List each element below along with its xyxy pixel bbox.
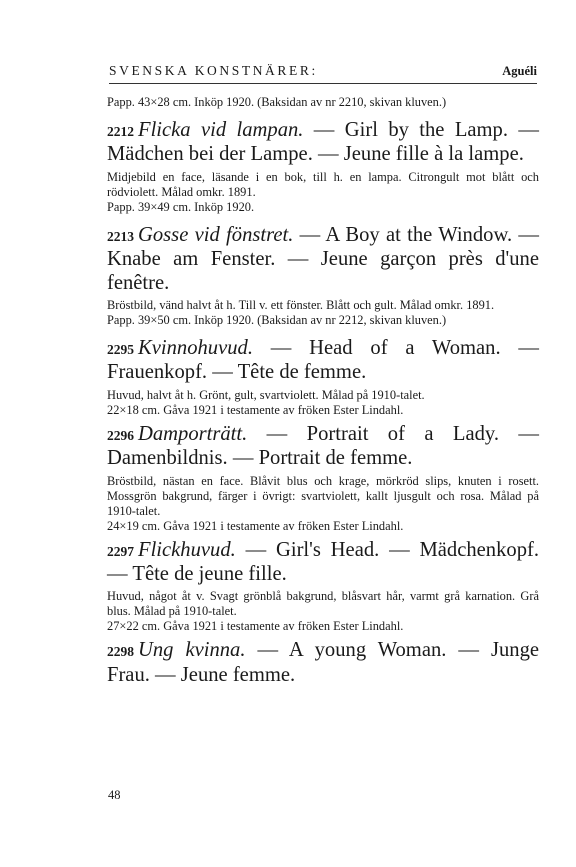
catalog-entry-2295	[107, 337, 539, 418]
entry-number: 2296	[107, 427, 134, 443]
entry-title-translations: — Head of a Woman. — Frauenkopf. — Tête de femme.	[107, 337, 539, 384]
catalog-entry-2297	[107, 539, 539, 635]
entry-title	[107, 639, 539, 687]
catalog-entry-2213	[107, 224, 539, 328]
entry-number: 2213	[107, 228, 134, 244]
header-artist-name: Aguéli	[502, 64, 537, 78]
entry-title-translations: — A Boy at the Window. — Knabe am Fenster. — Jeune garçon près d'une fenêtre.	[107, 223, 539, 294]
entry-details: 22×18 cm. Gåva 1921 i testamente av fröken Ester Lindahl.	[107, 402, 404, 417]
entry-details: 27×22 cm. Gåva 1921 i testamente av fröken Ester Lindahl.	[107, 619, 404, 634]
entry-number: 2295	[107, 342, 134, 358]
entry-description: Huvud, halvt åt h. Grönt, gult, svartviolett. Målad på 1910-talet.	[107, 387, 425, 402]
entry-details: Papp. 39×50 cm. Inköp 1920. (Baksidan av nr 2212, skivan kluven.)	[107, 313, 447, 328]
catalog-content	[107, 95, 539, 687]
entry-number: 2298	[107, 644, 134, 660]
entry-title-translations: — Girl by the Lamp. — Mädchen bei der Lampe. — Jeune fille à la lampe.	[107, 119, 539, 166]
entry-number: 2212	[107, 124, 134, 139]
entry-title-swedish: Kvinnohuvud.	[138, 337, 253, 360]
entry-title-swedish: Damporträtt.	[138, 422, 248, 445]
entry-title-translations: — A young Woman. — Junge Frau. — Jeune femme.	[107, 639, 540, 686]
entry-number: 2297	[107, 543, 134, 559]
entry-title-translations: — Portrait of a Lady. — Damenbildnis. — Portrait de femme.	[107, 422, 539, 470]
entry-title-swedish: Flickhuvud.	[138, 538, 236, 561]
header-section-title: SVENSKA KONSTNÄRER:	[109, 63, 318, 78]
page-number: 48	[108, 788, 121, 802]
entry-description: Bröstbild, vänd halvt åt h. Till v. ett fönster. Blått och gult. Målad omkr. 1891.	[107, 298, 495, 313]
entry-description: Midjebild en face, läsande i en bok, till h. en lampa. Citrongult mot blått och rödviolett. Målad omkr. 1891.	[107, 169, 539, 199]
entry-description: Huvud, något åt v. Svagt grönblå bakgrund, blåsvart hår, varmt grå karnation. Grå blus. Målad på 1910-talet.	[107, 589, 539, 619]
entry-title	[107, 337, 539, 385]
catalog-entry-2298	[107, 639, 539, 687]
entry-title-swedish: Gosse vid fönstret.	[138, 223, 294, 246]
entry-title	[107, 423, 539, 471]
catalog-entry-2212	[107, 119, 539, 215]
catalog-entry-2296	[107, 423, 539, 534]
entry-title-translations: — Girl's Head. — Mädchenkopf. — Tête de jeune fille.	[107, 538, 539, 586]
entry-details: 24×19 cm. Gåva 1921 i testamente av fröken Ester Lindahl.	[107, 518, 404, 533]
entry-title-swedish: Ung kvinna.	[138, 639, 246, 662]
entry-title	[107, 224, 539, 295]
entry-details: Papp. 39×49 cm. Inköp 1920.	[107, 199, 255, 214]
entry-title	[107, 539, 539, 587]
entry-description: Bröstbild, nästan en face. Blåvit blus och krage, mörkröd slips, knuten i rosett. Mossgrön bakgrund, färger i övrigt: svartviolett, kallt ljusgult och rosa. Målad på 1910-talet.	[107, 473, 539, 518]
entry-title	[107, 119, 539, 167]
running-header	[109, 63, 537, 84]
entry-title-swedish: Flicka vid lampan.	[138, 119, 304, 141]
continued-entry-details: Papp. 43×28 cm. Inköp 1920. (Baksidan av nr 2210, skivan kluven.)	[107, 95, 447, 109]
